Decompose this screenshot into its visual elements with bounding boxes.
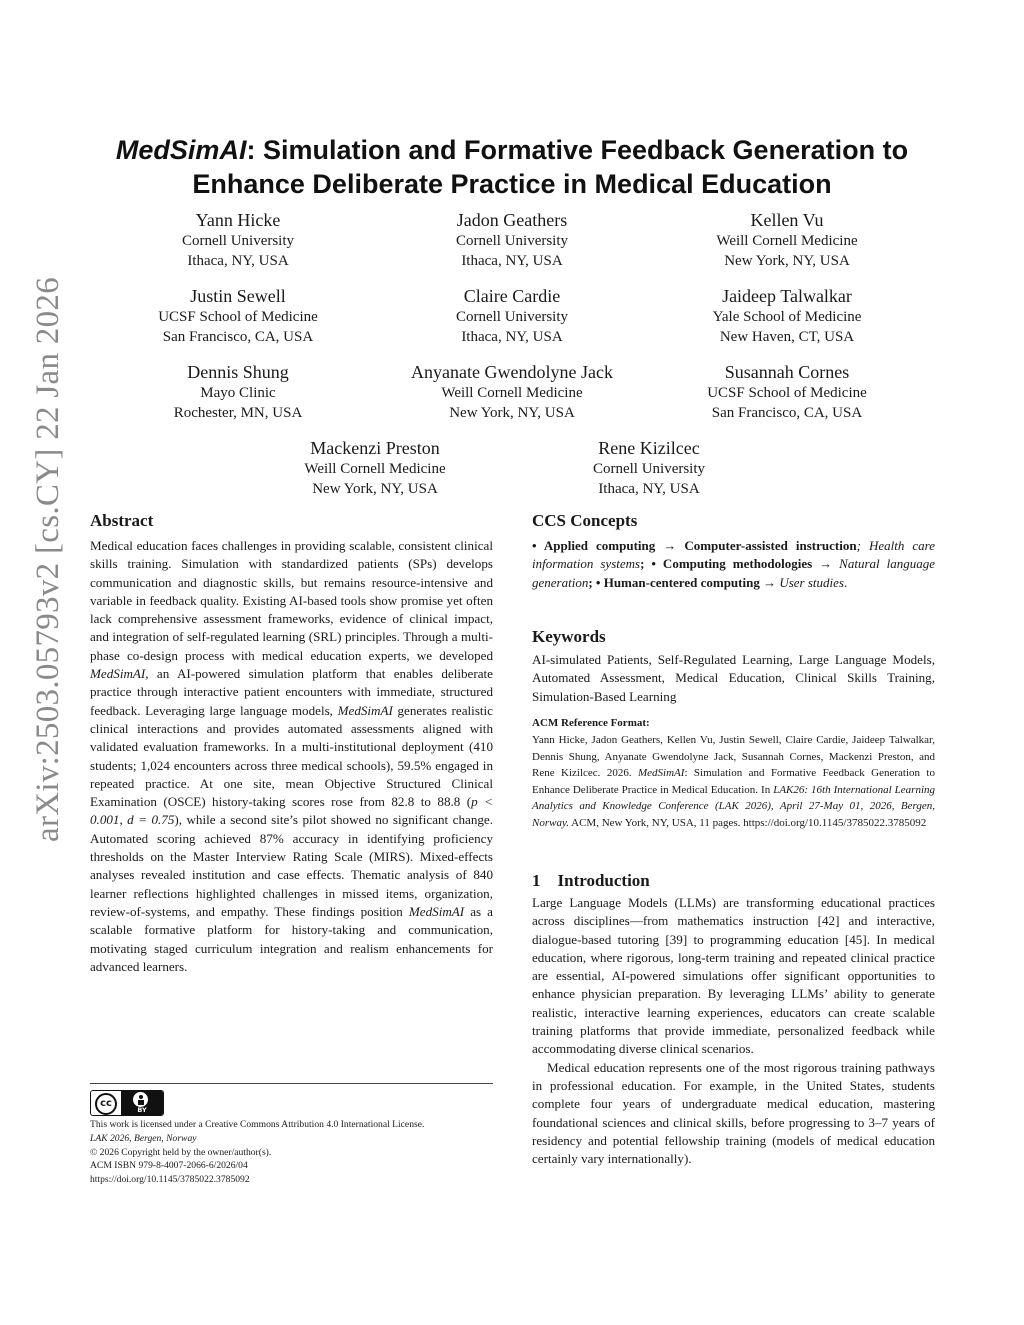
author-card bbox=[362, 285, 662, 347]
author-name: Susannah Cornes bbox=[724, 362, 850, 382]
author-name: Kellen Vu bbox=[750, 210, 824, 230]
author-affiliation: Weill Cornell Medicine bbox=[304, 461, 446, 477]
abstract-body bbox=[90, 537, 493, 976]
ccs-concept: ; Health care information systems bbox=[532, 538, 936, 572]
attribution-person-icon bbox=[133, 1092, 148, 1107]
ccs-concept: ; • Human-centered computing → bbox=[588, 574, 780, 590]
doi-link[interactable]: https://doi.org/10.1145/3785022.3785092 bbox=[90, 1174, 250, 1186]
author-card bbox=[637, 285, 937, 347]
by-logo bbox=[121, 1091, 163, 1115]
abstract-statistics: p < 0.001, d = 0.75 bbox=[90, 794, 493, 828]
author-name: Jadon Geathers bbox=[456, 210, 568, 230]
author-location: New York, NY, USA bbox=[724, 253, 850, 269]
introduction-body bbox=[532, 894, 935, 1168]
conference-venue: LAK 2026, Bergen, Norway bbox=[90, 1132, 197, 1144]
author-affiliation: Cornell University bbox=[181, 233, 295, 249]
author-affiliation: Cornell University bbox=[455, 309, 569, 325]
author-affiliation: Weill Cornell Medicine bbox=[441, 385, 583, 401]
author-card bbox=[499, 437, 799, 499]
acm-reference-body bbox=[532, 732, 935, 832]
footnote-divider bbox=[90, 1083, 493, 1084]
author-card bbox=[362, 361, 662, 423]
author-affiliation: Yale School of Medicine bbox=[712, 309, 862, 325]
license-footnote bbox=[90, 1118, 500, 1187]
acm-reference-heading: ACM Reference Format: bbox=[532, 717, 650, 729]
ccs-concept: • Applied computing → Computer-assisted instruction bbox=[532, 538, 857, 553]
author-location: New Haven, CT, USA bbox=[719, 329, 855, 345]
keywords-heading: Keywords bbox=[532, 627, 606, 646]
intro-paragraph: Large Language Models (LLMs) are transforming educational practices across disciplines—from mathematics instruction [42] and interactive, dialogue-based tutoring [39] to programming education [45]. In medical education, where rigorous, long-term training and repeated clinical practice are essential, AI-powered simulations offer significant opportunities to enhance physician preparation. By leveraging LLMs’ ability to generate realistic, interactive learning experiences, educators can create scalable training platforms that provide immediate, personalized feedback while accommodating diverse clinical scenarios. bbox=[532, 895, 935, 1057]
cc-by-license-badge[interactable] bbox=[90, 1090, 164, 1116]
reference-system-name: MedSimAI bbox=[638, 767, 685, 780]
abstract-text: as a scalable formative platform for history-taking and communication, motivating staged curriculum integration and realism enhancements for advanced learners. bbox=[90, 903, 493, 974]
copyright-notice: © 2026 Copyright held by the owner/author(s). bbox=[90, 1146, 272, 1158]
author-card bbox=[362, 209, 662, 271]
title-line-2: Enhance Deliberate Practice in Medical Education bbox=[192, 169, 832, 199]
author-location: Ithaca, NY, USA bbox=[461, 253, 563, 269]
author-card bbox=[88, 361, 388, 423]
cc-logo bbox=[91, 1091, 121, 1115]
author-card bbox=[637, 361, 937, 423]
by-label: BY bbox=[137, 1106, 147, 1114]
ccs-concept: Natural language generation bbox=[532, 556, 935, 590]
title-system-name: MedSimAI bbox=[115, 135, 247, 165]
arxiv-identifier: arXiv:2503.05793v2 [cs.CY] 22 Jan 2026 bbox=[30, 276, 66, 842]
author-name: Yann Hicke bbox=[195, 210, 281, 230]
author-name: Anyanate Gwendolyne Jack bbox=[411, 362, 613, 382]
ccs-concepts-heading: CCS Concepts bbox=[532, 511, 638, 530]
keywords-list: AI-simulated Patients, Self-Regulated Learning, Large Language Models, Automated Assessment, Medical Education, Clinical Skills Training, Simulation-Based Learning bbox=[532, 652, 935, 704]
ccs-concept: User studies bbox=[779, 574, 844, 590]
ccs-concept: ; • Computing methodologies → bbox=[640, 556, 840, 572]
author-location: Ithaca, NY, USA bbox=[598, 481, 700, 497]
paper-title bbox=[90, 133, 934, 201]
reference-venue: LAK26: 16th International Learning Analytics and Knowledge Conference (LAK 2026), April 27-May 01, 2026, Bergen, Norway. bbox=[532, 783, 936, 829]
introduction-heading: 1 Introduction bbox=[532, 871, 650, 890]
author-location: New York, NY, USA bbox=[312, 481, 438, 497]
author-affiliation: Mayo Clinic bbox=[200, 385, 276, 401]
intro-paragraph: Medical education represents one of the most rigorous training pathways in professional education. For example, in the United States, students complete four years of undergraduate medical education, mastering foundational sciences and clinical skills, before progressing to 3–7 years of residency and potential fellowship training (models of medical education certainly vary internationally). bbox=[532, 1059, 935, 1167]
author-name: Dennis Shung bbox=[187, 362, 289, 382]
author-location: New York, NY, USA bbox=[449, 405, 575, 421]
abstract-system-name: MedSimAI bbox=[337, 702, 393, 718]
author-card bbox=[637, 209, 937, 271]
author-location: Rochester, MN, USA bbox=[173, 405, 303, 421]
cc-icon: cc bbox=[95, 1093, 117, 1115]
author-affiliation: Weill Cornell Medicine bbox=[716, 233, 858, 249]
ccs-concepts-body bbox=[532, 537, 935, 592]
abstract-heading: Abstract bbox=[90, 511, 154, 530]
ccs-end: . bbox=[843, 574, 848, 590]
author-name: Mackenzi Preston bbox=[310, 438, 440, 458]
author-card bbox=[88, 209, 388, 271]
abstract-text: ), while a second site’s pilot showed no significant change. Automated scoring achieved 87% accuracy in identifying proficiency thresholds on the Master Interview Rating Scale (MIRS). Mixed-effects analyses revealed institution and case effects. Thematic analysis of 840 learner reflections highlighted challenges in missed items, organization, review-of-systems, and empathy. These findings position bbox=[90, 812, 493, 919]
author-name: Justin Sewell bbox=[190, 286, 286, 306]
reference-text: : Simulation and Formative Feedback Generation to Enhance Deliberate Practice in Medical Education. In bbox=[532, 767, 935, 796]
reference-text: ACM, New York, NY, USA, 11 pages. https://doi.org/10.1145/3785022.3785092 bbox=[568, 816, 927, 829]
reference-text: Yann Hicke, Jadon Geathers, Kellen Vu, Justin Sewell, Claire Cardie, Jaideep Talwalkar, Dennis Shung, Anyanate Gwendolyne Jack, Susannah Cornes, Mackenzi Preston, and Rene Kizilcec. 2026. bbox=[532, 734, 935, 780]
author-affiliation: UCSF School of Medicine bbox=[707, 385, 867, 401]
author-name: Jaideep Talwalkar bbox=[722, 286, 852, 306]
author-location: Ithaca, NY, USA bbox=[461, 329, 563, 345]
abstract-text: generates realistic clinical interactions and provides automated assessments aligned with validated evaluation frameworks. In a multi-institutional deployment (410 students; 1,024 encounters across three medical schools), 59.5% engaged in repeated practice. At one site, mean Objective Structured Clinical Examination (OSCE) history-taking scores rose from 82.8 to 88.8 ( bbox=[90, 702, 493, 810]
abstract-text: Medical education faces challenges in providing scalable, consistent clinical skills training. Simulation with standardized patients (SPs) develops communication and diagnostic skills, but remains resource-intensive and variable in feedback quality. Existing AI-based tools show promise yet often lack comprehensive assessment frameworks, evidence of clinical impact, and integration of self-regulated learning (SRL) principles. Through a multi-phase co-design process with medical education experts, we developed bbox=[90, 538, 493, 663]
author-card bbox=[88, 285, 388, 347]
author-affiliation: UCSF School of Medicine bbox=[158, 309, 318, 325]
author-affiliation: Cornell University bbox=[592, 461, 706, 477]
author-location: San Francisco, CA, USA bbox=[711, 405, 863, 421]
acm-isbn: ACM ISBN 979-8-4007-2066-6/2026/04 bbox=[90, 1160, 248, 1172]
author-location: San Francisco, CA, USA bbox=[162, 329, 314, 345]
abstract-text: , an AI-powered simulation platform that enables deliberate practice through interactive patient encounters with immediate, structured feedback. Leveraging large language models, bbox=[90, 666, 493, 718]
author-name: Rene Kizilcec bbox=[598, 438, 700, 458]
license-statement: This work is licensed under a Creative Commons Attribution 4.0 International License. bbox=[90, 1119, 425, 1130]
author-location: Ithaca, NY, USA bbox=[187, 253, 289, 269]
author-name: Claire Cardie bbox=[463, 286, 561, 306]
author-affiliation: Cornell University bbox=[455, 233, 569, 249]
title-line-1: : Simulation and Formative Feedback Generation to bbox=[246, 135, 909, 165]
abstract-system-name: MedSimAI bbox=[90, 666, 146, 682]
abstract-system-name: MedSimAI bbox=[408, 903, 465, 919]
author-card bbox=[225, 437, 525, 499]
